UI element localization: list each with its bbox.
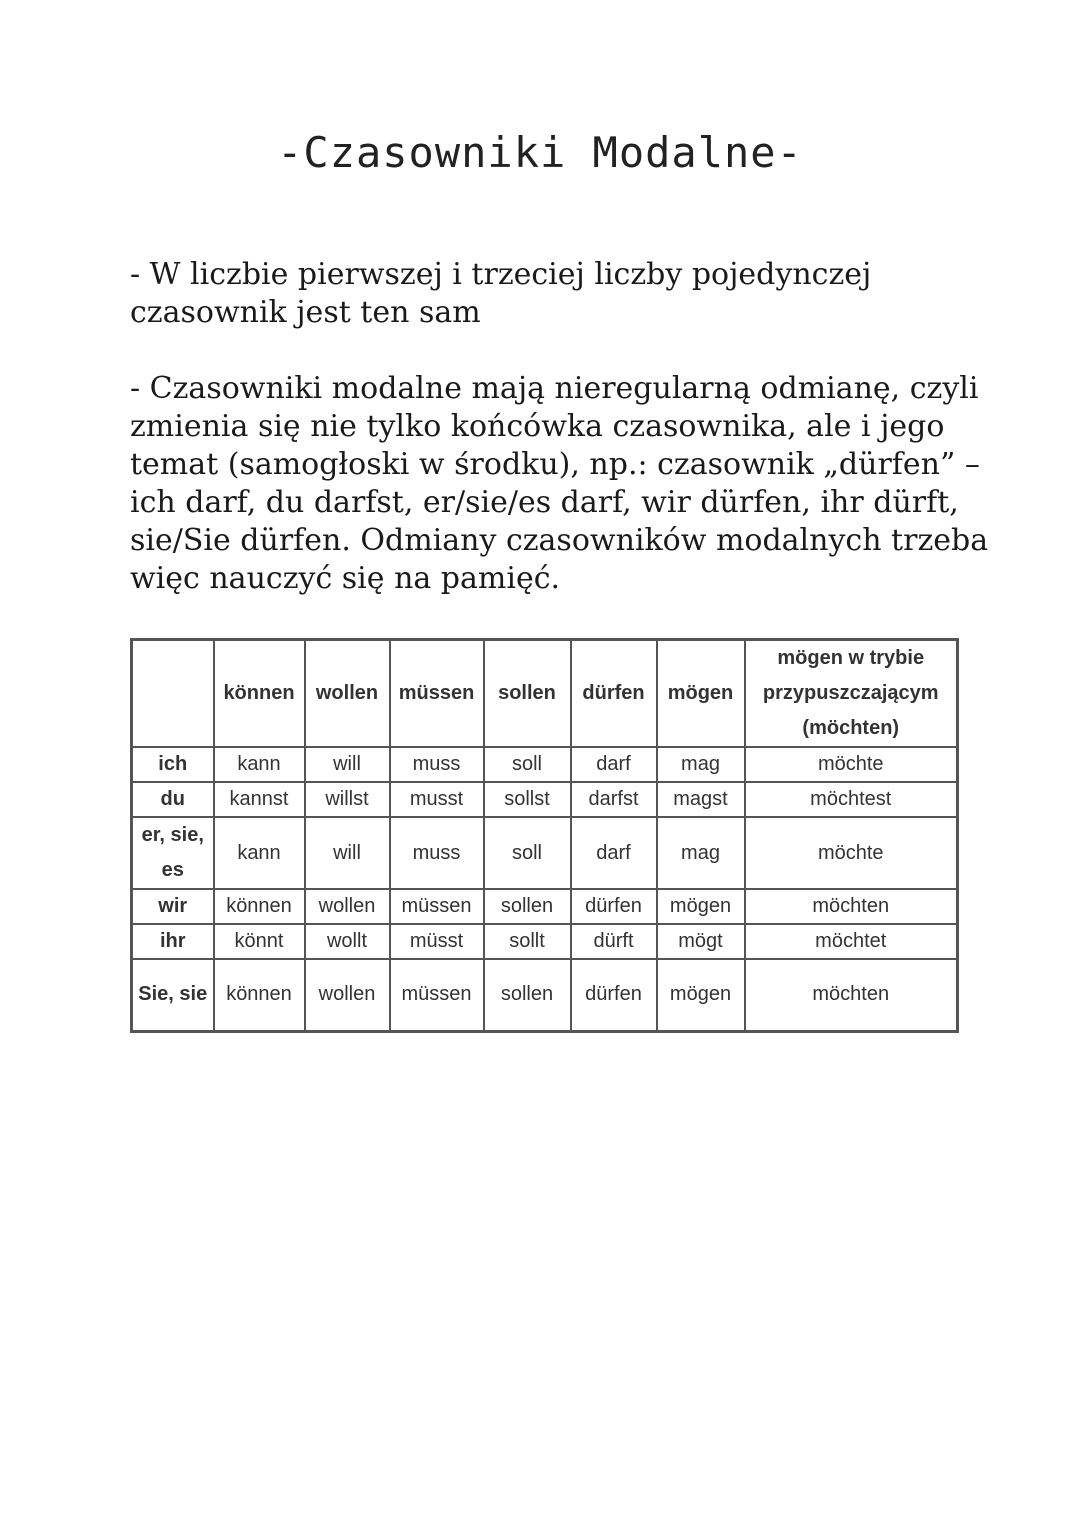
form-cell: sollt — [484, 924, 571, 959]
form-cell: magst — [657, 782, 745, 817]
form-cell: darf — [571, 747, 657, 782]
form-cell: sollen — [484, 889, 571, 924]
rule-paragraph-2: - Czasowniki modalne mają nieregularną odmianę, czyli zmienia się nie tylko końcówka czasownika, ale i jego temat (samogłoski w środku), np.: czasownik „dürfen” – ich darf, du darfst, er/sie/es darf, wir dürfen, ihr dürft, sie/Sie dürfen. Odmiany czasowników modalnych trzeba więc nauczyć się na pamięć. — [130, 371, 989, 596]
header-cell-empty — [132, 640, 214, 748]
form-cell: will — [305, 817, 390, 889]
rule-paragraph-1: - W liczbie pierwszej i trzeciej liczby pojedynczej czasownik jest ten sam — [130, 257, 872, 330]
form-cell: mögt — [657, 924, 745, 959]
form-cell: könnt — [214, 924, 305, 959]
form-cell: wollen — [305, 889, 390, 924]
form-cell: darfst — [571, 782, 657, 817]
header-cell-wollen: wollen — [305, 640, 390, 748]
table-row — [132, 889, 958, 924]
table-row — [132, 747, 958, 782]
header-cell-sollen: sollen — [484, 640, 571, 748]
form-cell: können — [214, 889, 305, 924]
form-cell: soll — [484, 817, 571, 889]
form-cell: mag — [657, 747, 745, 782]
table-row — [132, 817, 958, 889]
form-cell: sollst — [484, 782, 571, 817]
form-cell: können — [214, 959, 305, 1031]
pronoun-cell: du — [132, 782, 214, 817]
form-cell: muss — [390, 817, 484, 889]
form-cell: musst — [390, 782, 484, 817]
form-cell: will — [305, 747, 390, 782]
form-cell: möchtet — [745, 924, 958, 959]
header-cell-moegen: mögen — [657, 640, 745, 748]
form-cell: möchtest — [745, 782, 958, 817]
table-header-row — [132, 640, 958, 748]
form-cell: kann — [214, 817, 305, 889]
form-cell: möchte — [745, 747, 958, 782]
form-cell: wollen — [305, 959, 390, 1031]
form-cell: mögen — [657, 959, 745, 1031]
header-cell-moechten: mögen w trybie przypuszczającym (möchten) — [745, 640, 958, 748]
form-cell: dürft — [571, 924, 657, 959]
pronoun-cell: ihr — [132, 924, 214, 959]
form-cell: möchte — [745, 817, 958, 889]
pronoun-cell: ich — [132, 747, 214, 782]
form-cell: kann — [214, 747, 305, 782]
form-cell: mag — [657, 817, 745, 889]
modal-verbs-table — [130, 638, 959, 1033]
form-cell: muss — [390, 747, 484, 782]
form-cell: dürfen — [571, 959, 657, 1031]
form-cell: willst — [305, 782, 390, 817]
form-cell: kannst — [214, 782, 305, 817]
form-cell: müssen — [390, 889, 484, 924]
form-cell: soll — [484, 747, 571, 782]
form-cell: dürfen — [571, 889, 657, 924]
header-cell-muessen: müssen — [390, 640, 484, 748]
table-row — [132, 959, 958, 1031]
page-title: -Czasowniki Modalne- — [277, 128, 803, 177]
form-cell: darf — [571, 817, 657, 889]
pronoun-cell: wir — [132, 889, 214, 924]
header-cell-duerfen: dürfen — [571, 640, 657, 748]
form-cell: wollt — [305, 924, 390, 959]
form-cell: möchten — [745, 889, 958, 924]
form-cell: möchten — [745, 959, 958, 1031]
pronoun-cell: Sie, sie — [132, 959, 214, 1031]
form-cell: müsst — [390, 924, 484, 959]
form-cell: müssen — [390, 959, 484, 1031]
form-cell: sollen — [484, 959, 571, 1031]
table-row — [132, 924, 958, 959]
form-cell: mögen — [657, 889, 745, 924]
header-cell-koennen: können — [214, 640, 305, 748]
table-row — [132, 782, 958, 817]
pronoun-cell: er, sie, es — [132, 817, 214, 889]
